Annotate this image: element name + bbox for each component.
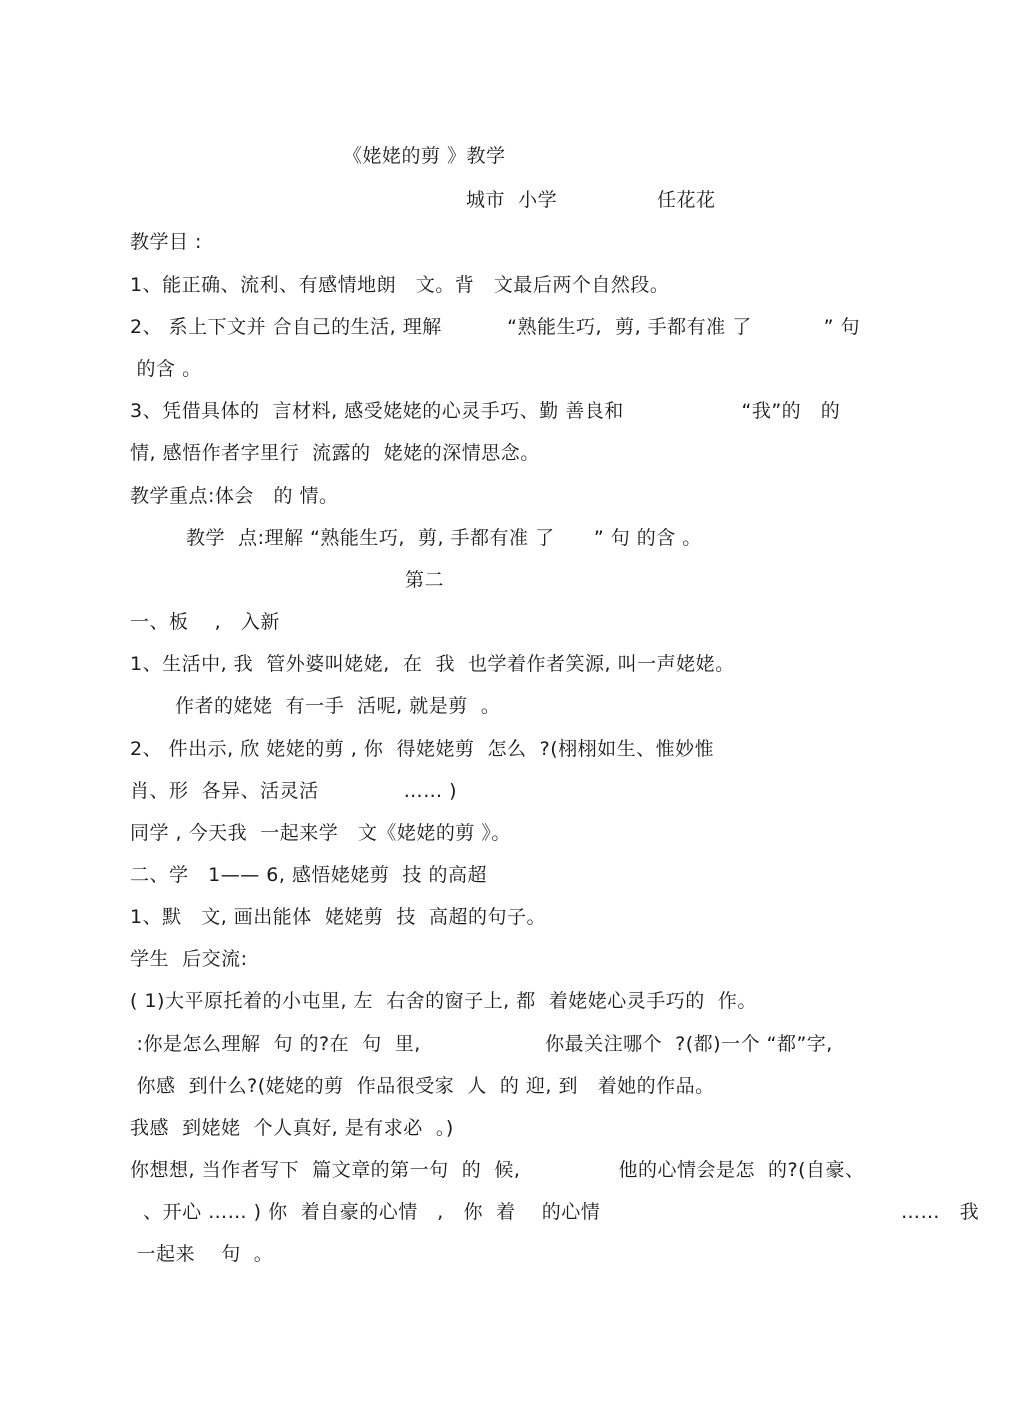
paragraph: ( 1)大平原托着的小屯里, 左 右舍的窗子上, 都 着姥姥心灵手巧的 作。: [130, 990, 757, 1012]
paragraph: 、开心 …… ) 你 着自豪的心情 , 你 着 的心情 …… 我: [130, 1201, 980, 1223]
paragraph: 同学 , 今天我 一起来学 文《姥姥的剪 》。: [130, 822, 511, 844]
part-2-heading: 二、学 1—— 6, 感悟姥姥剪 技 的高超: [130, 864, 488, 886]
byline-school: 城市 小学: [466, 189, 558, 211]
key-point: 教学重点:体会 的 情。: [130, 485, 339, 507]
paragraph: 肖、形 各异、活灵活 …… ): [130, 780, 458, 802]
teaching-goals-heading: 教学目 :: [130, 231, 202, 253]
paragraph: 你感 到什么?(姥姥的剪 作品很受家 人 的 迎, 到 着她的作品。: [130, 1075, 715, 1097]
goal-2-cont: 的含 。: [130, 358, 202, 380]
doc-title: 《姥姥的剪 》教学: [343, 145, 506, 167]
goal-3: 3、凭借具体的 言材料, 感受姥姥的心灵手巧、勤 善良和 “我”的 的: [130, 400, 841, 422]
difficult-point: 教学 点:理解 “熟能生巧, 剪, 手都有准 了 ” 句 的含 。: [186, 527, 702, 549]
paragraph: 一起来 句 。: [130, 1243, 274, 1265]
paragraph: 作者的姥姥 有一手 活呢, 就是剪 。: [175, 695, 501, 717]
paragraph: :你是怎么理解 句 的?在 句 里, 你最关注哪个 ?(都)一个 “都”字,: [130, 1033, 833, 1055]
byline-author: 任花花: [657, 189, 716, 211]
paragraph: 你想想, 当作者写下 篇文章的第一句 的 候, 他的心情会是怎 的?(自豪、: [130, 1159, 865, 1181]
goal-1: 1、能正确、流利、有感情地朗 文。背 文最后两个自然段。: [130, 274, 670, 296]
paragraph: 1、默 文, 画出能体 姥姥剪 技 高超的句子。: [130, 906, 547, 928]
paragraph: 学生 后交流:: [130, 948, 248, 970]
paragraph: 2、 件出示, 欣 姥姥的剪 , 你 得姥姥剪 怎么 ?(栩栩如生、惟妙惟: [130, 738, 715, 760]
section-heading-second: 第二: [405, 569, 445, 591]
paragraph: 我感 到姥姥 个人真好, 是有求必 。): [130, 1117, 454, 1139]
part-1-heading: 一、板 , 入新: [130, 611, 280, 633]
goal-3-cont: 情, 感悟作者字里行 流露的 姥姥的深情思念。: [130, 442, 540, 464]
goal-2: 2、 系上下文并 合自己的生活, 理解 “熟能生巧, 剪, 手都有准 了 ” 句: [130, 316, 861, 338]
paragraph: 1、生活中, 我 管外婆叫姥姥, 在 我 也学着作者笑源, 叫一声姥姥。: [130, 653, 735, 675]
